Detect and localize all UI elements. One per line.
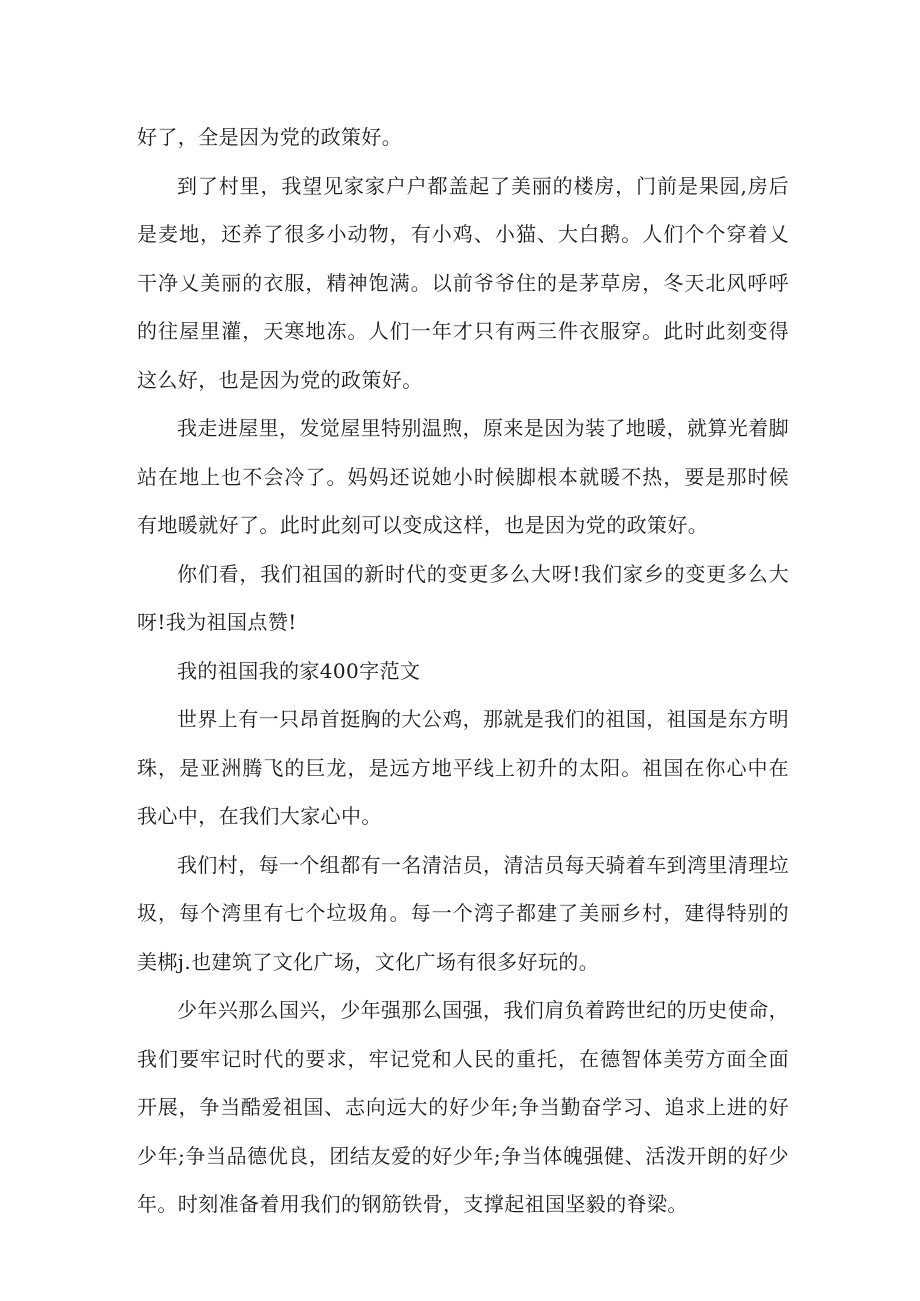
paragraph-youth: 少年兴那么国兴，少年强那么国强，我们肩负着跨世纪的历史使命，我们要牢记时代的要求，牢记党和人民的重托，在德智体美劳方面全面开展，争当酷爱祖国、志向远大的好少年;争当勤奋学习、追求上进的好少年;争当品德优良，团结友爱的好少年;争当体魄强健、活泼开朗的好少年。时刻准备着用我们的钢筋铁骨，支撑起祖国坚毅的脊梁。 xyxy=(137,998,789,1216)
essay-heading: 我的祖国我的家400字范文 xyxy=(177,658,421,683)
paragraph-house: 我走进屋里，发觉屋里特别温煦，原来是因为装了地暖，就算光着脚站在地上也不会冷了。妈妈还说她小时候脚根本就暖不热，要是那时候有地暖就好了。此时此刻可以变成这样，也是因为党的政策好。 xyxy=(137,416,789,537)
paragraph-cleaners: 我们村，每一个组都有一名清洁员，清洁员每天骑着车到湾里清理垃圾，每个湾里有七个垃圾角。每一个湾子都建了美丽乡村，建得特别的美梆j.也建筑了文化广场，文化广场有很多好玩的。 xyxy=(137,852,789,974)
paragraph-continuation: 好了，全是因为党的政策好。 xyxy=(137,125,403,149)
paragraph-village: 到了村里，我望见家家户户都盖起了美丽的楼房，门前是果园,房后是麦地，还养了很多小动物，有小鸡、小猫、大白鹅。人们个个穿着乂干净乂美丽的衣服，精神饱满。以前爷爷住的是茅草房，冬天北风呼呼的往屋里灌，天寒地冻。人们一年才只有两三件衣服穿。此时此刻变得这么好，也是因为党的政策好。 xyxy=(137,173,789,392)
paragraph-praise: 你们看，我们祖国的新时代的变更多么大呀!我们家乡的变更多么大呀!我为祖国点赞! xyxy=(137,561,789,634)
paragraph-rooster: 世界上有一只昂首挺胸的大公鸡，那就是我们的祖国，祖国是东方明珠，是亚洲腾飞的巨龙，是远方地平线上初升的太阳。祖国在你心中在我心中，在我们大家心中。 xyxy=(137,707,789,828)
document-body xyxy=(137,113,789,1229)
